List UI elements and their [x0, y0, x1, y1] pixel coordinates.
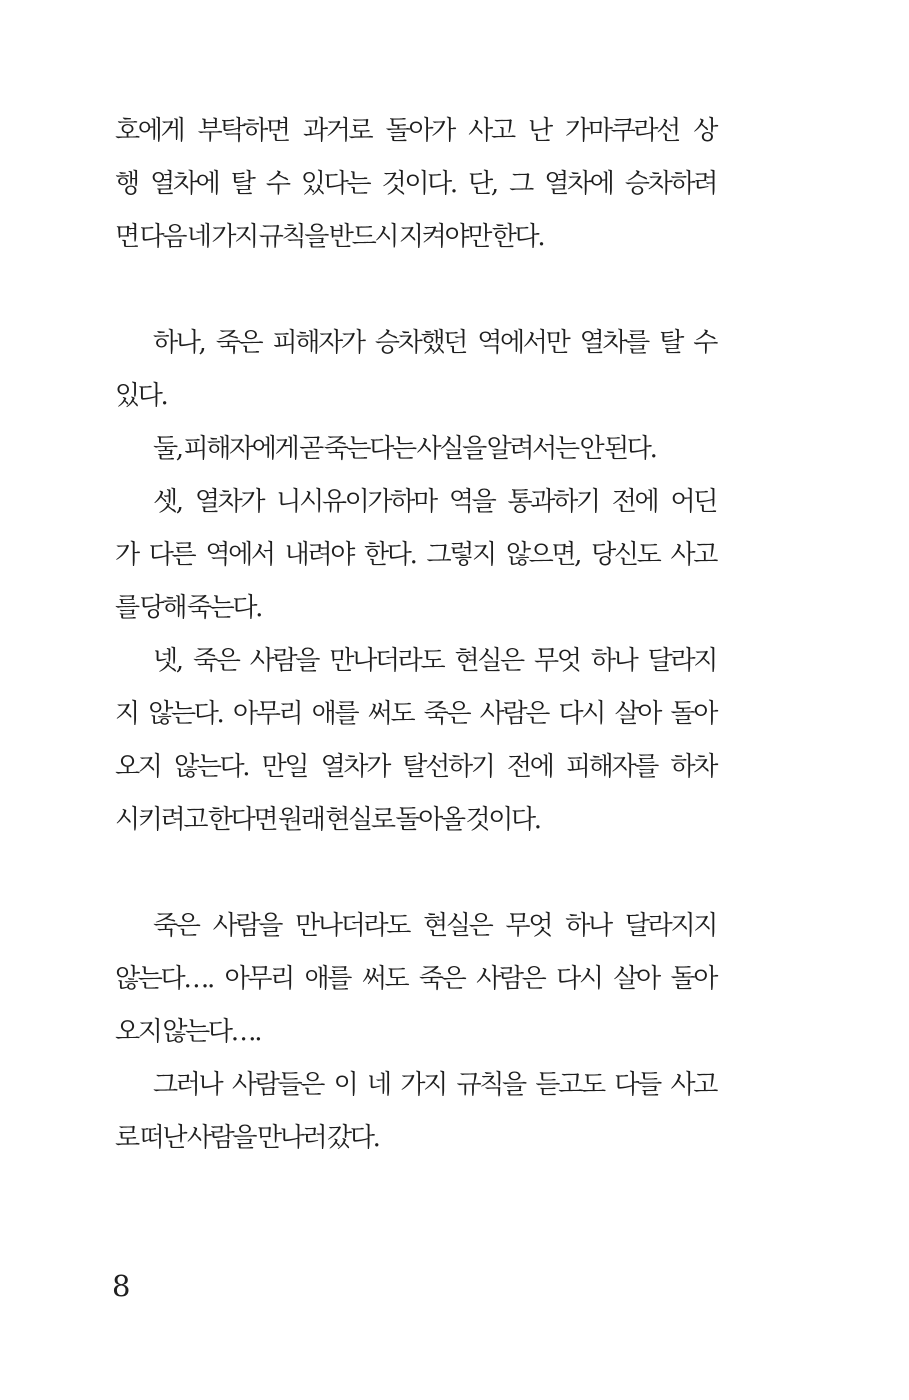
text-line: 않는다…. 아무리 애를 써도 죽은 사람은 다시 살아 돌아	[115, 964, 716, 994]
text-line: 지 않는다. 아무리 애를 써도 죽은 사람은 다시 살아 돌아	[115, 699, 716, 729]
text-line: 행 열차에 탈 수 있다는 것이다. 단, 그 열차에 승차하려	[115, 169, 716, 199]
text-line: 로 떠난 사람을 만나러 갔다.	[115, 1123, 379, 1153]
text-line: 시키려고 한다면 원래 현실로 돌아올 것이다.	[115, 805, 540, 835]
text-line: 오지 않는다….	[115, 1017, 261, 1047]
blank-line	[115, 264, 716, 317]
text-line: 그러나 사람들은 이 네 가지 규칙을 듣고도 다들 사고	[153, 1070, 716, 1100]
text-line: 를 당해 죽는다.	[115, 593, 262, 623]
text-line: 셋, 열차가 니시유이가하마 역을 통과하기 전에 어딘	[153, 487, 716, 517]
text-line: 오지 않는다. 만일 열차가 탈선하기 전에 피해자를 하차	[115, 752, 716, 782]
text-line: 있다.	[115, 381, 167, 411]
blank-line	[115, 847, 716, 900]
text-line: 면 다음 네 가지 규칙을 반드시 지켜야만 한다.	[115, 222, 544, 252]
text-line: 하나, 죽은 피해자가 승차했던 역에서만 열차를 탈 수	[153, 328, 716, 358]
text-line: 호에게 부탁하면 과거로 돌아가 사고 난 가마쿠라선 상	[115, 116, 716, 146]
text-line: 둘, 피해자에게 곧 죽는다는 사실을 알려서는 안 된다.	[153, 434, 656, 464]
page-number: 8	[112, 1269, 131, 1303]
text-block	[115, 105, 716, 1165]
text-line: 넷, 죽은 사람을 만나더라도 현실은 무엇 하나 달라지	[153, 646, 716, 676]
text-line: 가 다른 역에서 내려야 한다. 그렇지 않으면, 당신도 사고	[115, 540, 716, 570]
text-line: 죽은 사람을 만나더라도 현실은 무엇 하나 달라지지	[153, 911, 716, 941]
